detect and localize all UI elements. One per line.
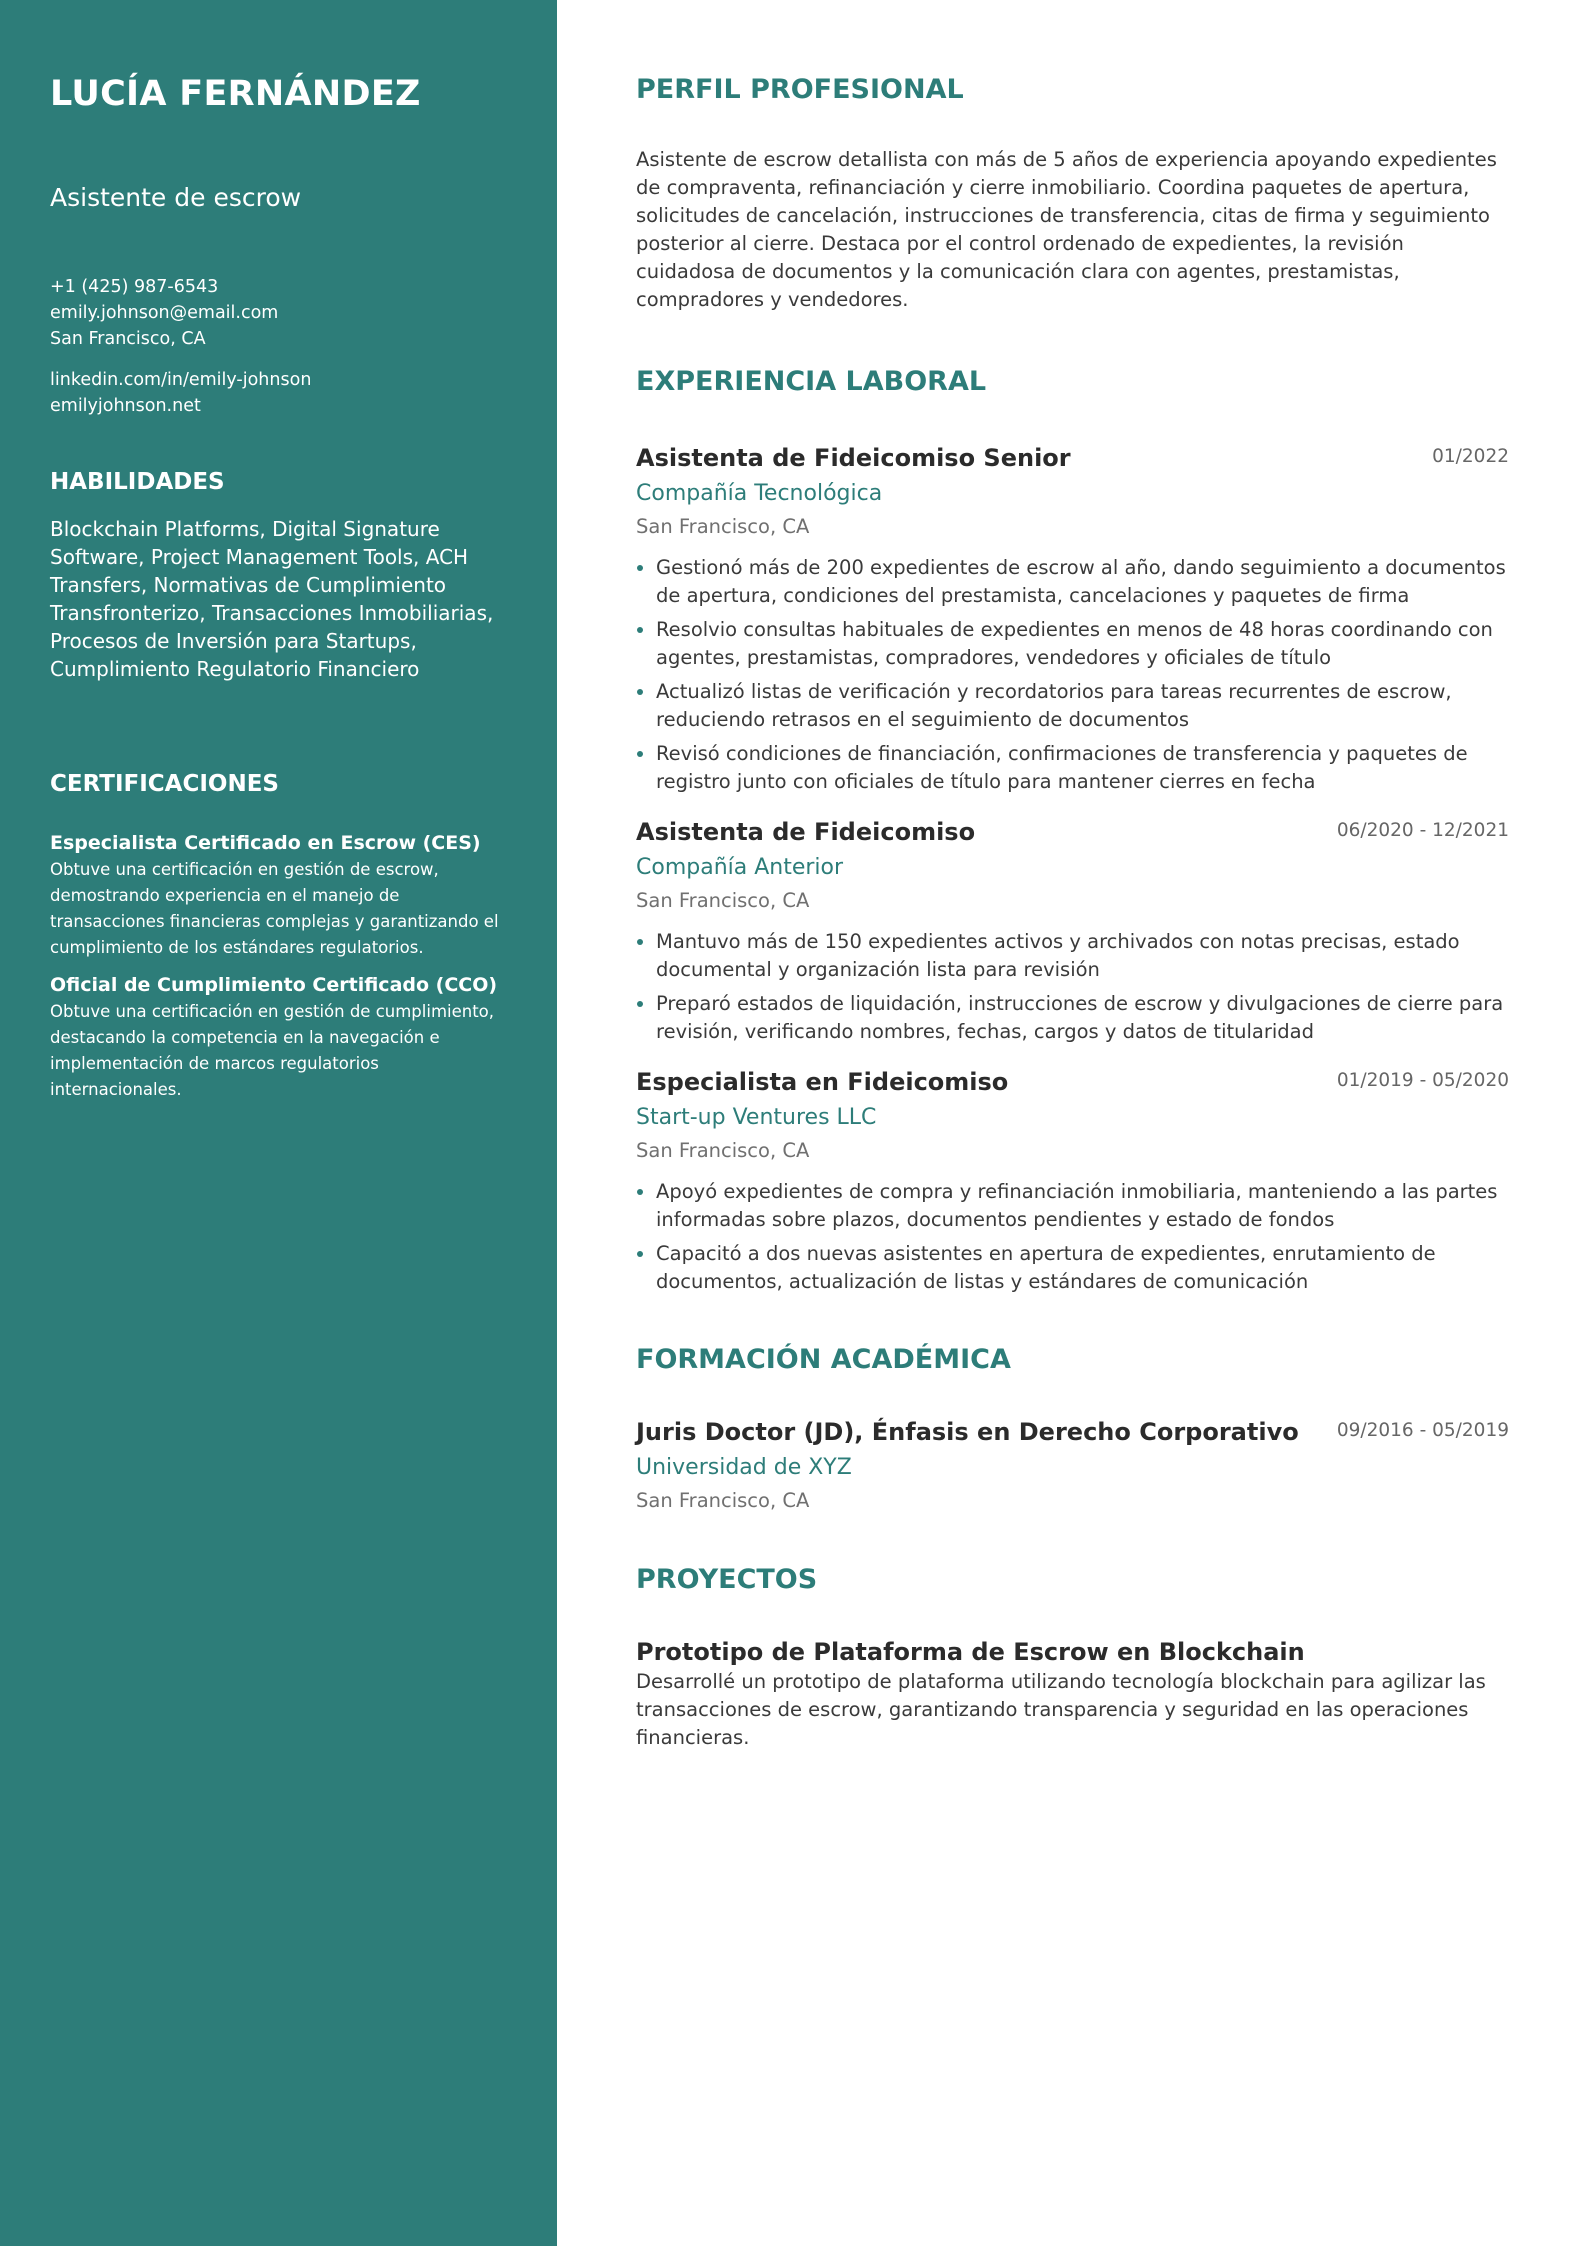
contact-website[interactable]: emilyjohnson.net <box>50 396 201 416</box>
education-heading: FORMACIÓN ACADÉMICA <box>636 1344 1011 1375</box>
education-entry <box>636 1416 1509 1516</box>
job-location: San Francisco, CA <box>636 515 810 538</box>
job-bullets <box>636 928 1509 1046</box>
job-company: Start-up Ventures LLC <box>636 1105 877 1130</box>
main-content <box>636 0 1509 1752</box>
job-entry <box>636 442 1509 796</box>
contact-spacer <box>50 352 507 367</box>
skills-heading: HABILIDADES <box>50 469 225 495</box>
candidate-role: Asistente de escrow <box>50 183 302 212</box>
job-company: Compañía Tecnológica <box>636 481 883 506</box>
job-bullets <box>636 554 1509 796</box>
job-entry <box>636 1066 1509 1296</box>
certification-description: Obtuve una certificación en gestión de escrow, demostrando experiencia en el manejo de transacciones financieras complejas y garantizando el cumplimiento de los estándares regulatorios. <box>50 860 499 957</box>
sidebar <box>0 0 557 2246</box>
job-bullet: Actualizó listas de verificación y recordatorios para tareas recurrentes de escrow, reduciendo retrasos en el seguimiento de documentos <box>636 678 1509 734</box>
certification-item <box>50 829 507 961</box>
certification-description: Obtuve una certificación en gestión de cumplimiento, destacando la competencia en la navegación e implementación de marcos regulatorios internacionales. <box>50 1002 495 1099</box>
job-location: San Francisco, CA <box>636 889 810 912</box>
job-entry <box>636 816 1509 1046</box>
job-company: Compañía Anterior <box>636 855 844 880</box>
project-description: Desarrollé un prototipo de plataforma utilizando tecnología blockchain para agilizar las transacciones de escrow, garantizando transparencia y seguridad en las operaciones financieras. <box>636 1670 1486 1749</box>
job-bullet: Revisó condiciones de financiación, confirmaciones de transferencia y paquetes de registro junto con oficiales de título para mantener cierres en fecha <box>636 740 1509 796</box>
contact-email[interactable]: emily.johnson@email.com <box>50 303 279 323</box>
education-date: 09/2016 - 05/2019 <box>1336 1420 1509 1441</box>
contact-linkedin[interactable]: linkedin.com/in/emily-johnson <box>50 370 312 390</box>
job-date: 06/2020 - 12/2021 <box>1336 820 1509 841</box>
job-bullet: Mantuvo más de 150 expedientes activos y archivados con notas precisas, estado documental y organización lista para revisión <box>636 928 1509 984</box>
certifications-list <box>50 829 507 1103</box>
job-title: Asistenta de Fideicomiso <box>636 818 976 846</box>
job-bullets <box>636 1178 1509 1296</box>
job-title: Especialista en Fideicomiso <box>636 1068 1009 1096</box>
job-bullet: Apoyó expedientes de compra y refinanciación inmobiliaria, manteniendo a las partes informadas sobre plazos, documentos pendientes y estado de fondos <box>636 1178 1509 1234</box>
skills-text: Blockchain Platforms, Digital Signature Software, Project Management Tools, ACH Transfers, Normativas de Cumplimiento Transfronterizo, Transacciones Inmobiliarias, Procesos de Inversión para Startups, Cumplimiento Regulatorio Financiero <box>50 517 494 681</box>
job-bullet: Gestionó más de 200 expedientes de escrow al año, dando seguimiento a documentos de apertura, condiciones del prestamista, cancelaciones y paquetes de firma <box>636 554 1509 610</box>
education-location: San Francisco, CA <box>636 1489 810 1512</box>
job-date: 01/2022 <box>1432 446 1509 467</box>
contact-block <box>50 274 507 419</box>
projects-heading: PROYECTOS <box>636 1564 818 1595</box>
project-entry <box>636 1636 1509 1752</box>
certification-item <box>50 971 507 1103</box>
contact-phone[interactable]: +1 (425) 987-6543 <box>50 277 219 297</box>
education-title: Juris Doctor (JD), Énfasis en Derecho Corporativo <box>636 1418 1299 1446</box>
contact-location: San Francisco, CA <box>50 329 206 349</box>
profile-text: Asistente de escrow detallista con más de 5 años de experiencia apoyando expedientes de compraventa, refinanciación y cierre inmobiliario. Coordina paquetes de apertura, solicitudes de cancelación, instrucciones de transferencia, citas de firma y seguimiento posterior al cierre. Destaca por el control ordenado de expedientes, la revisión cuidadosa de documentos y la comunicación clara con agentes, prestamistas, compradores y vendedores. <box>636 148 1497 311</box>
candidate-name: LUCÍA FERNÁNDEZ <box>50 74 421 114</box>
job-bullet: Resolvio consultas habituales de expedientes en menos de 48 horas coordinando con agentes, prestamistas, compradores, vendedores y oficiales de título <box>636 616 1509 672</box>
education-school: Universidad de XYZ <box>636 1455 852 1480</box>
experience-heading: EXPERIENCIA LABORAL <box>636 366 987 397</box>
certification-title: Especialista Certificado en Escrow (CES) <box>50 832 481 854</box>
job-bullet: Capacitó a dos nuevas asistentes en apertura de expedientes, enrutamiento de documentos, actualización de listas y estándares de comunicación <box>636 1240 1509 1296</box>
job-title: Asistenta de Fideicomiso Senior <box>636 444 1071 472</box>
job-bullet: Preparó estados de liquidación, instrucciones de escrow y divulgaciones de cierre para revisión, verificando nombres, fechas, cargos y datos de titularidad <box>636 990 1509 1046</box>
certification-title: Oficial de Cumplimiento Certificado (CCO) <box>50 974 498 996</box>
project-title: Prototipo de Plataforma de Escrow en Blockchain <box>636 1638 1305 1666</box>
job-location: San Francisco, CA <box>636 1139 810 1162</box>
job-date: 01/2019 - 05/2020 <box>1336 1070 1509 1091</box>
certifications-heading: CERTIFICACIONES <box>50 771 279 797</box>
profile-heading: PERFIL PROFESIONAL <box>636 74 964 105</box>
